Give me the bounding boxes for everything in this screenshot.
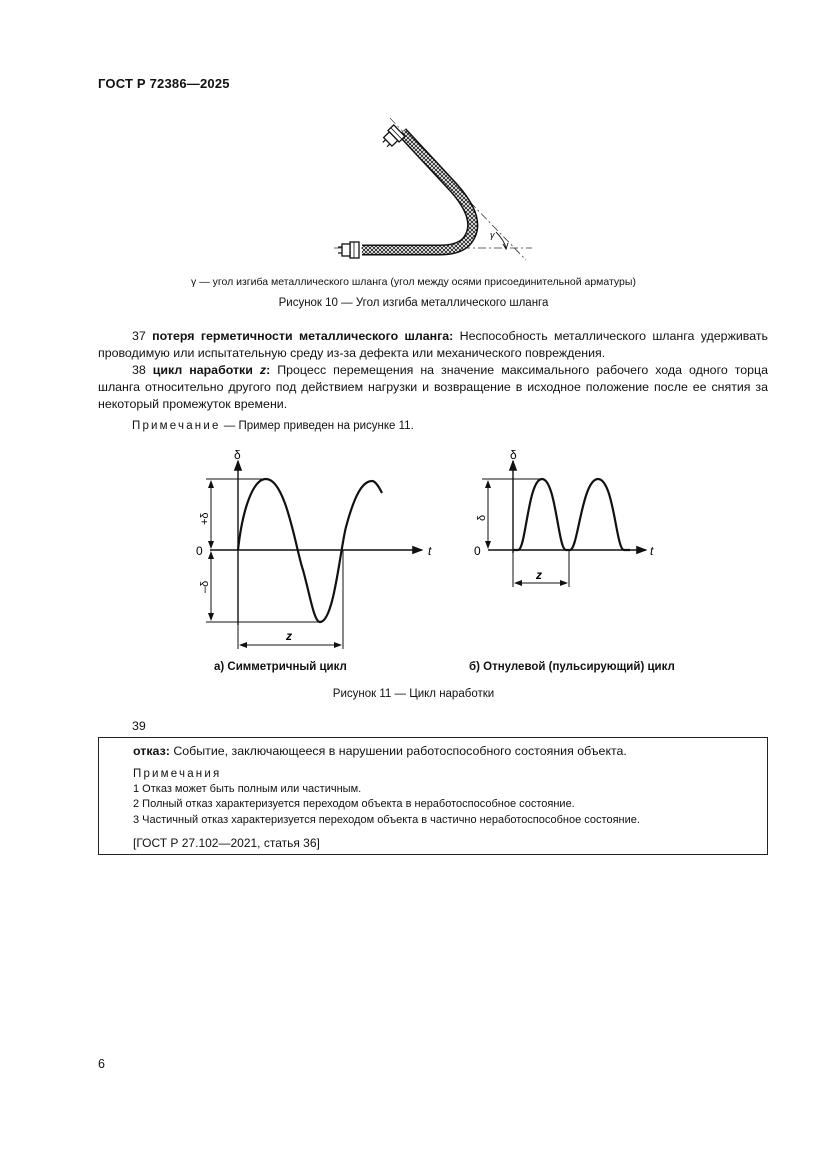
term-39-note-3: 3 Частичный отказ характеризуется переходом объекта в частично неработоспособное состояние.	[133, 814, 640, 826]
term-39-definition: Событие, заключающееся в нарушении работоспособного состояния объекта.	[173, 744, 627, 758]
page-number: 6	[98, 1057, 105, 1071]
term-39-notes-label: Примечания	[133, 768, 222, 780]
figure-11b-caption: б) Отнулевой (пульсирующий) цикл	[469, 661, 675, 673]
term-39-note-1: 1 Отказ может быть полным или частичным.	[133, 783, 362, 795]
term-39-reference: [ГОСТ Р 27.102—2021, статья 36]	[133, 836, 320, 850]
zero-label: 0	[474, 544, 481, 558]
term-38-variable: z	[259, 363, 267, 377]
figure-11b-pulsating-cycle	[466, 445, 666, 590]
minus-delta-label: –δ	[199, 580, 211, 593]
figure-10-legend: γ — угол изгиба металлического шланга (угол между осями присоединительной арматуры)	[191, 276, 636, 288]
figure-10-caption: Рисунок 10 — Угол изгиба металлического шланга	[278, 297, 549, 309]
term-38-definition: Процесс перемещения на значение максимального рабочего хода одного торца шланга относительно другого под действием нагрузки и возвращение в исходное положение после ее снятия за некоторый промежуток времени.	[98, 363, 768, 411]
term-38-term: цикл наработки	[152, 363, 260, 377]
figure-11a-symmetric-cycle	[190, 445, 440, 650]
note-text: — Пример приведен на рисунке 11.	[223, 420, 414, 432]
figure-11-caption: Рисунок 11 — Цикл наработки	[332, 688, 495, 700]
term-37-term: потеря герметичности металлического шланга:	[152, 329, 454, 343]
z-label: z	[286, 629, 292, 643]
term-39-term: отказ:	[133, 744, 170, 758]
axis-delta-label: δ	[234, 448, 241, 462]
term-38-number: 38	[132, 363, 146, 377]
term-37-paragraph	[98, 328, 768, 362]
term-39-number: 39	[132, 719, 146, 733]
figure-10-hose-drawing	[320, 110, 540, 270]
axis-t-label: t	[650, 544, 654, 558]
note-label: Примечание	[132, 420, 221, 432]
plus-delta-label: +δ	[199, 512, 211, 525]
delta-side-label: δ	[476, 514, 488, 521]
angle-gamma-label: γ	[490, 230, 495, 240]
term-39-definition-box	[98, 737, 768, 855]
axis-t-label: t	[428, 544, 432, 558]
term-39-note-2: 2 Полный отказ характеризуется переходом объекта в неработоспособное состояние.	[133, 798, 575, 810]
axis-delta-label: δ	[510, 448, 517, 462]
term-38-note	[132, 420, 414, 432]
z-label: z	[536, 568, 542, 582]
figure-11a-caption: а) Симметричный цикл	[214, 661, 347, 673]
term-38-paragraph: 38 цикл наработки z: Процесс перемещения на значение максимального рабочего хода одного торца шланга относительно другого под действием нагрузки и возвращение в исходное положение после ее снятия за некоторый промежуток времени.	[98, 363, 768, 411]
term-37-number: 37	[132, 329, 146, 343]
document-header: ГОСТ Р 72386—2025	[98, 76, 230, 91]
term-37-definition: Неспособность металлического шланга удерживать проводимую или испытательную среду из-за дефекта или механического повреждения.	[98, 329, 768, 360]
term-39-definition-line	[133, 744, 627, 758]
zero-label: 0	[196, 544, 203, 558]
